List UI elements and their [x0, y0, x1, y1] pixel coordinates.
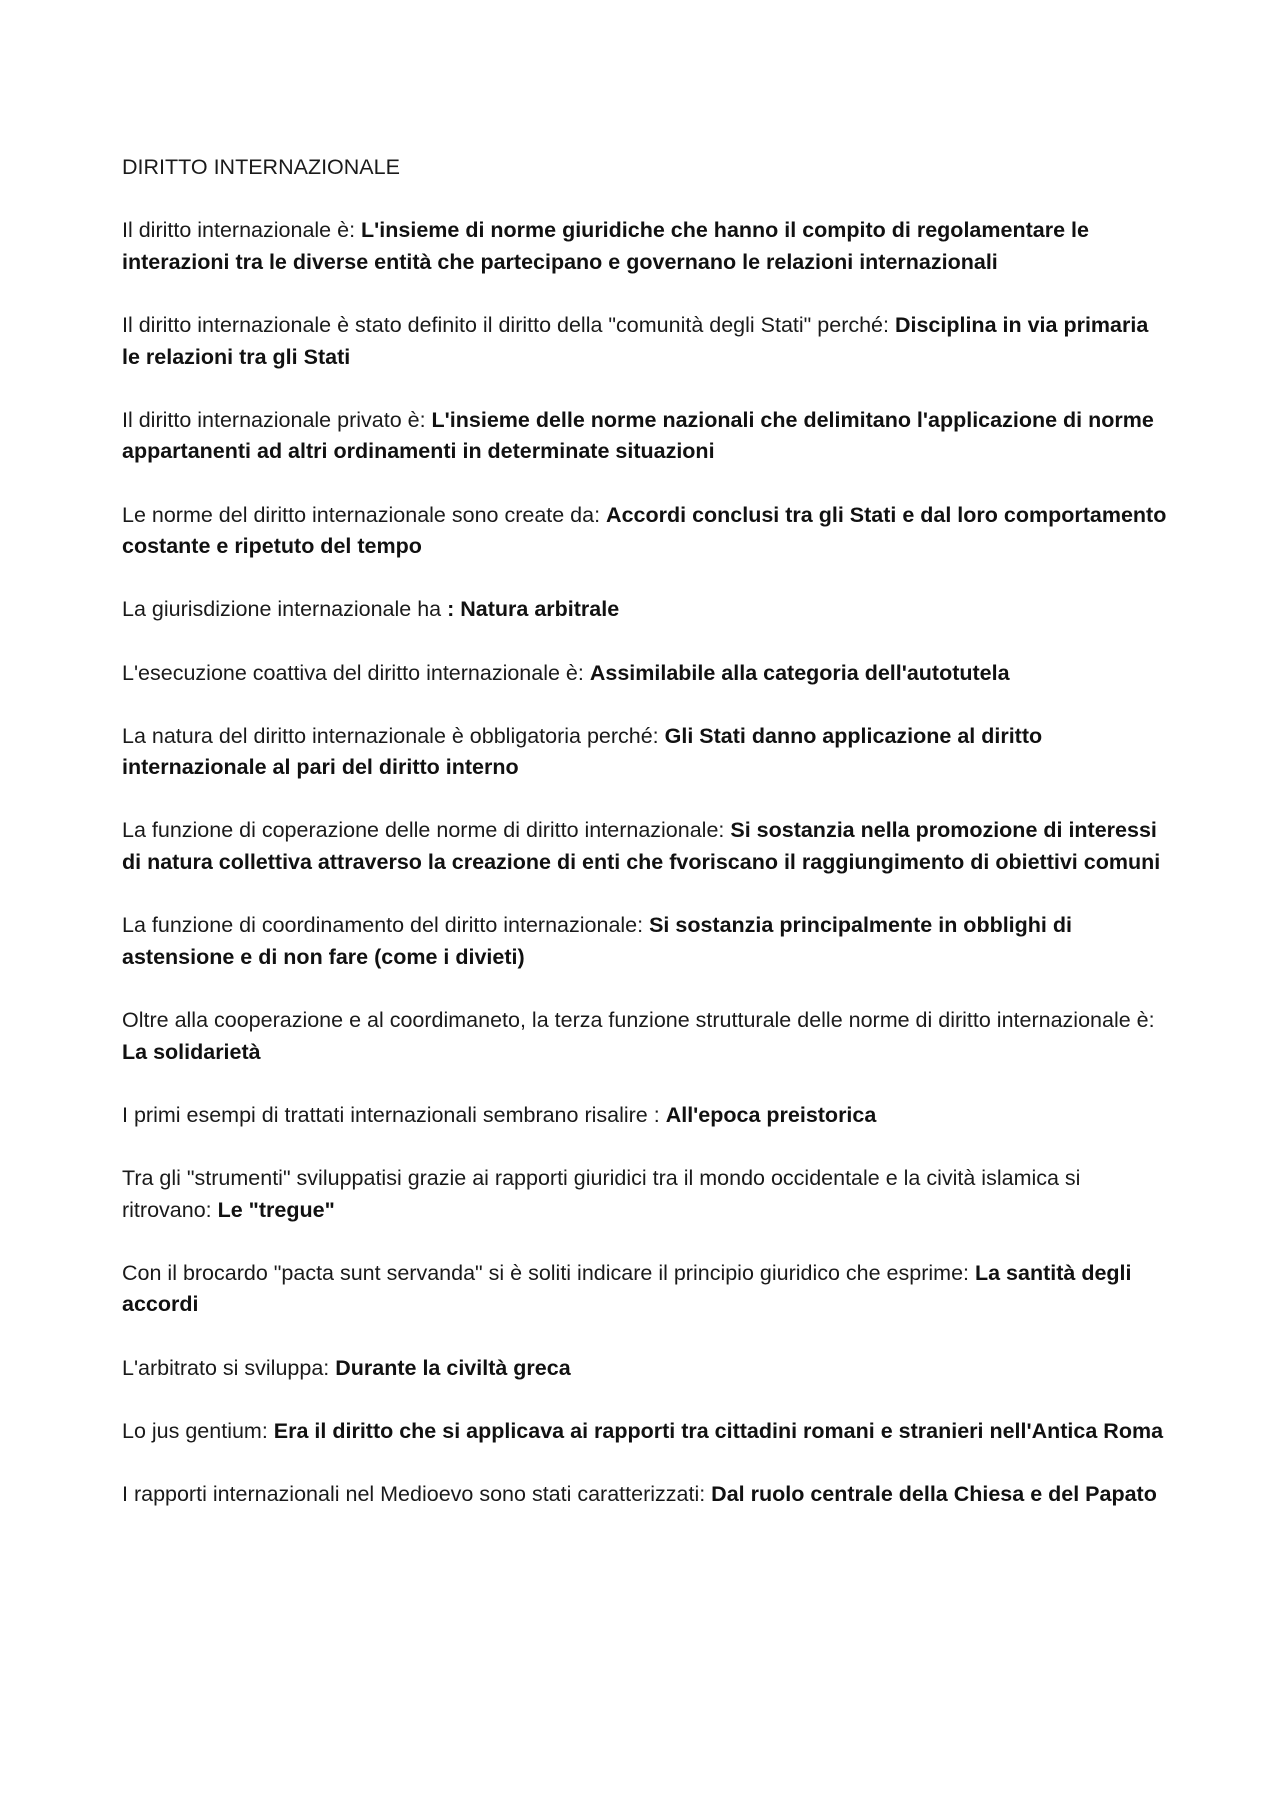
qa-item — [122, 1005, 1172, 1068]
qa-item — [122, 1479, 1172, 1511]
answer-text: La santità degli accordi — [122, 1260, 1132, 1317]
question-text: La funzione di coperazione delle norme di diritto internazionale: — [122, 818, 731, 843]
question-text: Le norme del diritto internazionale sono create da: — [122, 502, 607, 527]
question-text: Tra gli "strumenti" sviluppatisi grazie ai rapporti giuridici tra il mondo occidentale e la cività islamica si ritrovano: — [122, 1166, 1081, 1222]
question-text: I primi esempi di trattati internazionali sembrano risalire : — [122, 1102, 666, 1127]
answer-text: All'epoca preistorica — [665, 1102, 877, 1127]
answer-text: L'insieme di norme giuridiche che hanno il compito di regolamentare le interazioni tra le diverse entità che partecipano e governano le relazioni internazionali — [122, 218, 1089, 274]
qa-item — [122, 215, 1172, 278]
question-text: Il diritto internazionale è stato definito il diritto della "comunità degli Stati" perché: — [122, 312, 895, 337]
question-text: Il diritto internazionale è: — [122, 218, 362, 243]
qa-item — [122, 658, 1172, 690]
qa-item — [122, 1353, 1172, 1385]
question-text: Con il brocardo "pacta sunt servanda" si è soliti indicare il principio giuridico che esprime: — [122, 1260, 975, 1285]
qa-item — [122, 1258, 1172, 1321]
document-page — [122, 152, 1172, 1542]
question-text: L'arbitrato si sviluppa: — [122, 1355, 336, 1380]
answer-text: Disciplina in via primaria le relazioni tra gli Stati — [122, 312, 1149, 369]
question-text: I rapporti internazionali nel Medioevo sono stati caratterizzati: — [122, 1481, 712, 1506]
question-text: Oltre alla cooperazione e al coordimaneto, la terza funzione strutturale delle norme di diritto internazionale è: — [122, 1008, 1155, 1033]
answer-text: Accordi conclusi tra gli Stati e dal loro comportamento costante e ripetuto del tempo — [122, 502, 1167, 559]
document-title: DIRITTO INTERNAZIONALE — [122, 155, 400, 179]
qa-item — [122, 1100, 1172, 1132]
question-text: L'esecuzione coattiva del diritto internazionale è: — [122, 660, 590, 685]
qa-item — [122, 310, 1172, 373]
qa-item — [122, 910, 1172, 973]
qa-item — [122, 815, 1172, 878]
question-text: Il diritto internazionale privato è: — [122, 407, 432, 432]
answer-text: Era il diritto che si applicava ai rapporti tra cittadini romani e stranieri nell'Antica Roma — [273, 1418, 1164, 1443]
qa-item — [122, 500, 1172, 563]
answer-text: : Natura arbitrale — [447, 597, 620, 622]
qa-item — [122, 721, 1172, 784]
answer-text: Assimilabile alla categoria dell'autotutela — [589, 660, 1010, 685]
qa-item — [122, 405, 1172, 468]
qa-item — [122, 1163, 1172, 1226]
answer-text: Gli Stati danno applicazione al diritto internazionale al pari del diritto interno — [122, 723, 1043, 780]
answer-text: Si sostanzia principalmente in obblighi di astensione e di non fare (come i divieti) — [122, 913, 1072, 969]
answer-text: Si sostanzia nella promozione di interessi di natura collettiva attraverso la creazione di enti che fvoriscano il raggiungimento di obiettivi comuni — [122, 818, 1161, 875]
answer-text: Dal ruolo centrale della Chiesa e del Papato — [711, 1481, 1157, 1506]
question-text: La giurisdizione internazionale ha — [122, 597, 448, 622]
question-text: La natura del diritto internazionale è obbligatoria perché: — [122, 723, 665, 748]
question-text: La funzione di coordinamento del diritto internazionale: — [122, 913, 650, 938]
answer-text: Durante la civiltà greca — [335, 1355, 571, 1380]
qa-item — [122, 1416, 1172, 1448]
answer-text: La solidarietà — [122, 1039, 261, 1064]
question-text: Lo jus gentium: — [122, 1418, 274, 1443]
answer-text: Le "tregue" — [217, 1197, 335, 1222]
qa-item — [122, 594, 1172, 626]
answer-text: L'insieme delle norme nazionali che delimitano l'applicazione di norme appartanenti ad altri ordinamenti in determinate situazioni — [122, 407, 1154, 464]
